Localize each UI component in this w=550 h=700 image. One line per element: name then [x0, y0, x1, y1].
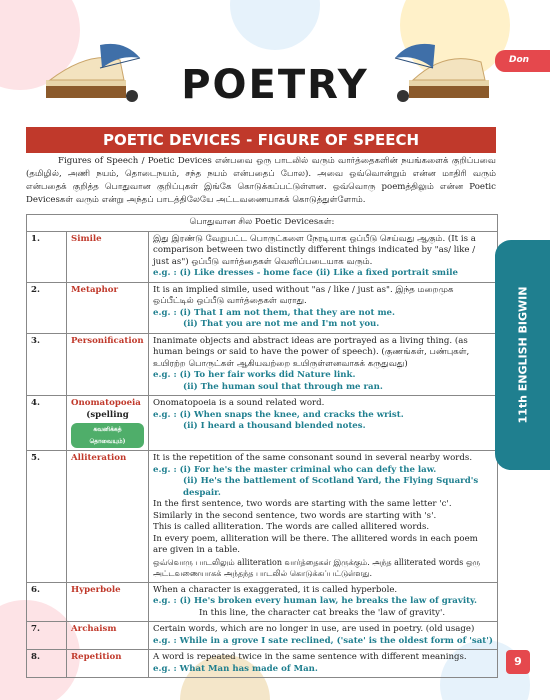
device-term: Hyperbole	[67, 582, 149, 622]
term-text: Onomatopoeia	[71, 398, 141, 408]
device-definition	[149, 231, 498, 282]
table-row	[27, 282, 498, 333]
device-definition	[149, 650, 498, 678]
device-term: Simile	[67, 231, 149, 282]
table-row	[27, 451, 498, 583]
row-number: 4.	[27, 396, 67, 451]
device-term: Metaphor	[67, 282, 149, 333]
definition-text: Certain words, which are no longer in use, are used in poetry. (old usage)	[153, 624, 475, 634]
row-number: 3.	[27, 333, 67, 396]
example-text: In this line, the character cat breaks the 'law of gravity'.	[199, 607, 446, 618]
row-number: 2.	[27, 282, 67, 333]
note-text: In the first sentence, two words are starting with the same letter 'c'.	[153, 499, 452, 509]
device-term: Repetition	[67, 650, 149, 678]
poetic-devices-table	[26, 214, 498, 678]
table-header: பொதுவான சில Poetic Devicesகள்:	[27, 215, 498, 232]
row-number: 7.	[27, 622, 67, 650]
definition-text: இது இரண்டு வேறுபட்ட பொருட்களை நேரடியாக ஒப்பீடு செய்வது ஆகும். (It is a comparison between two distinctly different things indicated by "as/ like / just as") ஒப்பீடு வார்த்தைகள் வெளிப்படையாக வரும்.	[153, 233, 476, 267]
decor-circle	[230, 0, 320, 50]
example-text: e.g. : (i) Like dresses - home face (ii) Like a fixed portrait smile	[153, 268, 459, 278]
table-row	[27, 622, 498, 650]
example-text: e.g. : (i) When snaps the knee, and cracks the wrist.	[153, 409, 404, 420]
device-term	[67, 396, 149, 451]
definition-text: It is an implied simile, used without "as / like / just as". இந்த மறைமுக ஒப்பீட்டில் ஒப்பீடு வார்த்தைகள் வராது.	[153, 284, 454, 306]
page-title: POETRY	[181, 62, 369, 108]
definition-text: A word is repeated twice in the same sentence with different meanings.	[153, 652, 467, 662]
note-text: This is called alliteration. The words are called allitered words.	[153, 522, 430, 532]
side-tab: 11th ENGLISH BIGWIN	[495, 240, 550, 470]
example-text: (ii) That you are not me and I'm not you.	[183, 319, 380, 329]
example-text: e.g. : While in a grove I sate reclined, ('sate' is the oldest form of 'sat')	[153, 635, 493, 646]
example-text: e.g. : (i) That I am not them, that they are not me.	[153, 307, 396, 318]
definition-text: It is the repetition of the same consonant sound in several nearby words.	[153, 453, 473, 463]
device-definition	[149, 333, 498, 396]
note-text: In every poem, alliteration will be there. The allitered words in each poem are given in a table.	[153, 533, 478, 555]
example-text: e.g. : (i) He's broken every human law, he breaks the law of gravity.	[153, 596, 478, 606]
definition-text: Onomatopoeia is a sound related word.	[153, 398, 325, 408]
device-definition	[149, 622, 498, 650]
table-row	[27, 650, 498, 678]
row-number: 1.	[27, 231, 67, 282]
definition-text: When a character is exaggerated, it is called hyperbole.	[153, 584, 398, 595]
device-term: Alliteration	[67, 451, 149, 583]
example-text: (ii) He's the battlement of Scotland Yard, the Flying Squard's despair.	[183, 476, 479, 498]
intro-paragraph: Figures of Speech / Poetic Devices என்பவை ஒரு பாடலில் வரும் வார்த்தைகளின் நயங்களைக் குறிப்பவை (தமிழில், அணி நயம், தொடைநயம், சந்த நயம் என்பதைப் போல). அவை ஒவ்வொன்றும் என்ன மாதிரி வரும் என்பதைக் குறித்த பொதுவான குறிப்புகள் இங்கே கொடுக்கப்பட்டுள்ளன. ஒவ்வொரு poemத்திலும் என்ன Poetic Devicesகள் வரும் என்று அந்தப் பாடத்திலேயே அட்டவணையாகக் கொடுத்துள்ளோம்.	[26, 156, 496, 205]
example-text: e.g. : What Man has made of Man.	[153, 663, 318, 674]
device-term: Archaism	[67, 622, 149, 650]
row-number: 6.	[27, 582, 67, 622]
note-text: ஒவ்வொரு பாடலிலும் alliteration வார்த்தைகள் இருக்கும். அந்த alliterated words ஒரு அட்டவணையாகக் அந்தந்த பாடலில் கொடுக்கப்பட்டுள்ளது.	[153, 557, 481, 578]
row-number: 5.	[27, 451, 67, 583]
device-definition	[149, 582, 498, 622]
note-text: Similarly in the second sentence, two words are starting with 's'.	[153, 510, 437, 521]
device-definition	[149, 396, 498, 451]
corner-label: Don	[495, 50, 550, 72]
table-row	[27, 582, 498, 622]
example-text: (ii) I heard a thousand blended notes.	[183, 421, 366, 431]
device-term: Personification	[67, 333, 149, 396]
page-number: 9	[506, 650, 530, 674]
term-note-badge: கவனிக்கத் தொவையும்)	[71, 423, 144, 448]
device-definition	[149, 282, 498, 333]
device-definition	[149, 451, 498, 583]
section-title: POETIC DEVICES - FIGURE OF SPEECH	[26, 127, 496, 153]
table-row	[27, 231, 498, 282]
example-text: e.g. : (i) For he's the master criminal who can defy the law.	[153, 464, 437, 475]
table-row	[27, 333, 498, 396]
row-number: 8.	[27, 650, 67, 678]
definition-text: Inanimate objects and abstract ideas are portrayed as a living thing. (as human beings or said to have the power of speech). (குணங்கள், பண்புகள், உயிரற்ற பொருட்கள் ஆகியவற்றை உயிருள்ளனவாகக் கருதுவது)	[153, 335, 470, 369]
example-text: (ii) The human soul that through me ran.	[183, 381, 383, 392]
term-note: (spelling	[86, 409, 129, 420]
example-text: e.g. : (i) To her fair works did Nature link.	[153, 370, 356, 380]
table-row	[27, 396, 498, 451]
